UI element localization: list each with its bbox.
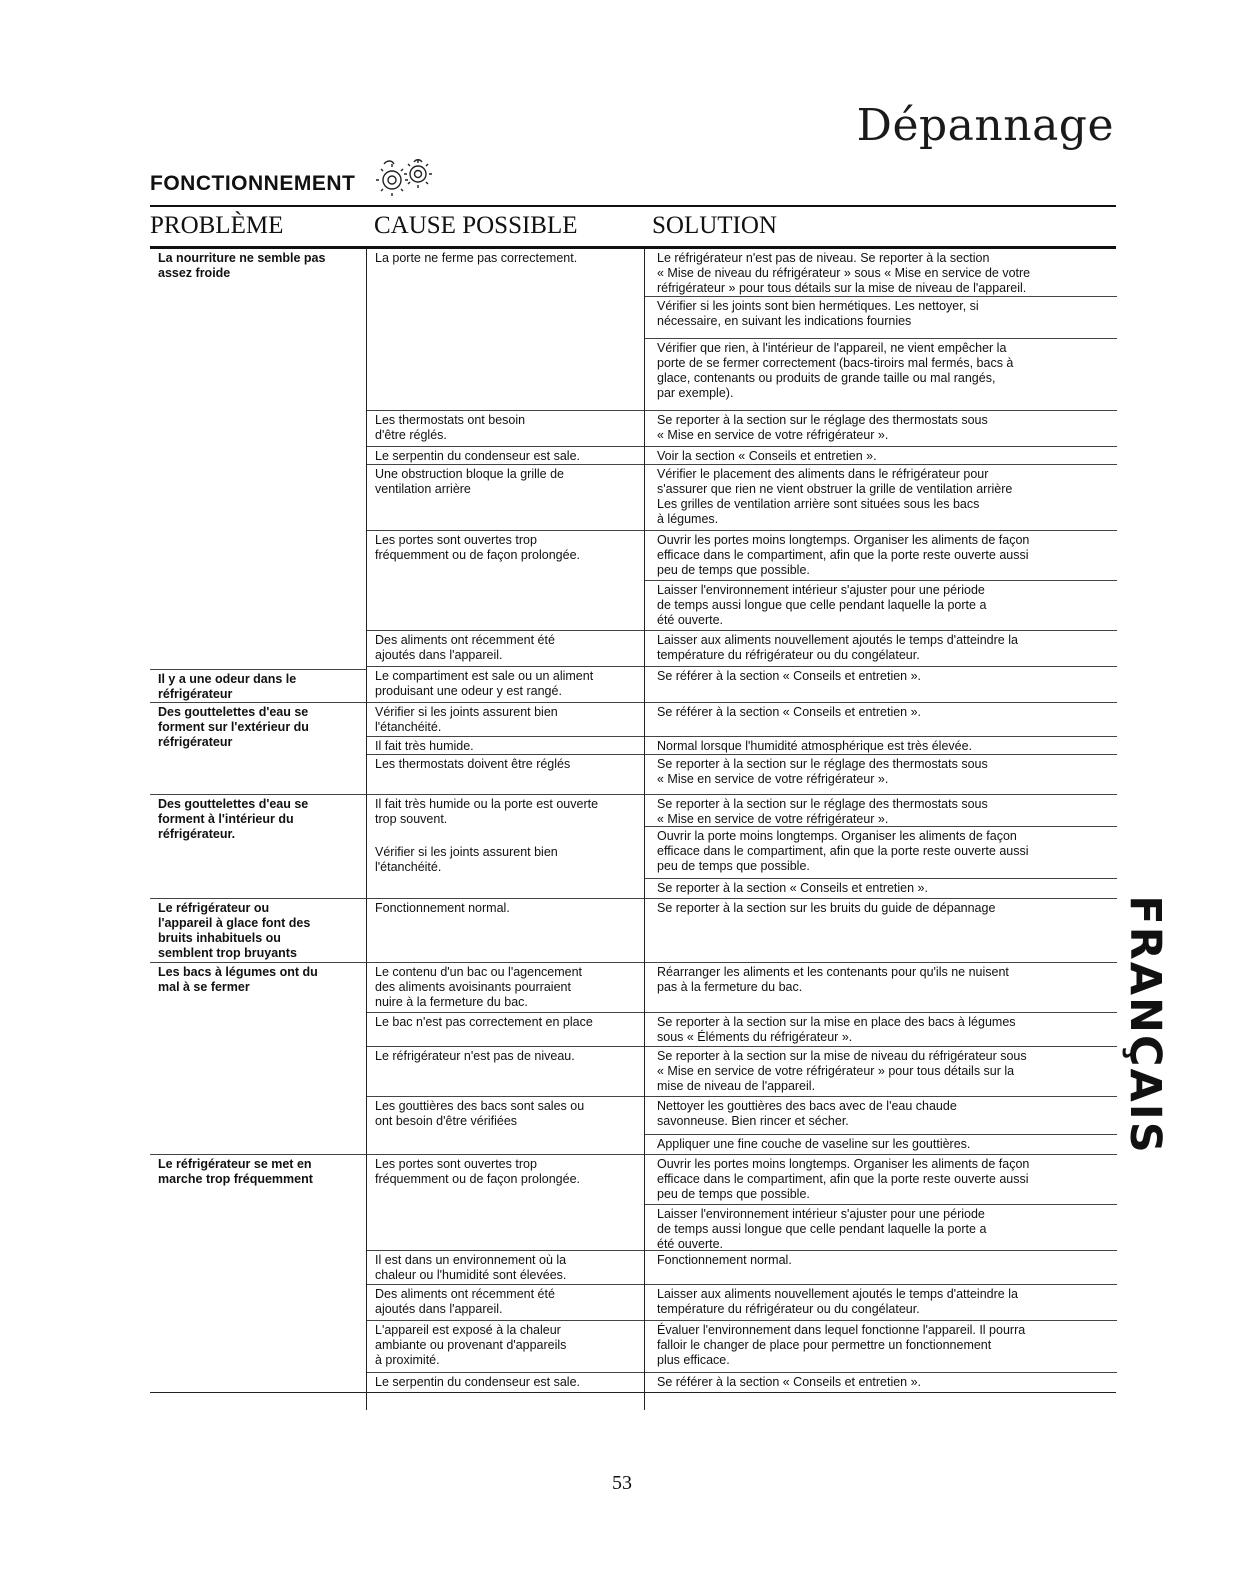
problem-cell: Les bacs à légumes ont du mal à se fermer bbox=[150, 963, 366, 1155]
cause-cell: Les portes sont ouvertes trop fréquemment ou de façon prolongée. bbox=[367, 531, 645, 631]
solution-cell: Laisser l'environnement intérieur s'ajuster pour une période de temps aussi longue que celle pendant laquelle la porte a été ouverte. bbox=[645, 1205, 1117, 1251]
gears-icon bbox=[370, 158, 444, 198]
cause-column bbox=[366, 249, 645, 1410]
solution-cell: Se reporter à la section sur la mise de niveau du réfrigérateur sous « Mise en service de votre réfrigérateur » pour tous détails sur la mise de niveau de l'appareil. bbox=[645, 1047, 1117, 1097]
bottom-rule bbox=[150, 1392, 1116, 1393]
cause-cell: Des aliments ont récemment été ajoutés dans l'appareil. bbox=[367, 1285, 645, 1321]
solution-cell: Évaluer l'environnement dans lequel fonctionne l'appareil. Il pourra falloir le changer de place pour permettre un fonctionnement plus efficace. bbox=[645, 1321, 1117, 1373]
solution-cell: Laisser aux aliments nouvellement ajoutés le temps d'atteindre la température du réfrigérateur ou du congélateur. bbox=[645, 631, 1117, 667]
cause-cell: Les gouttières des bacs sont sales ou ont besoin d'être vérifiées bbox=[367, 1097, 645, 1155]
solution-cell: Laisser aux aliments nouvellement ajoutés le temps d'atteindre la température du réfrigérateur ou du congélateur. bbox=[645, 1285, 1117, 1321]
header-solution: SOLUTION bbox=[652, 212, 777, 239]
cause-cell: Le serpentin du condenseur est sale. bbox=[367, 447, 645, 465]
cause-cell: Les portes sont ouvertes trop fréquemment ou de façon prolongée. bbox=[367, 1155, 645, 1251]
cause-cell: Le serpentin du condenseur est sale. bbox=[375, 1375, 580, 1389]
solution-cell: Se référer à la section « Conseils et entretien ». bbox=[645, 667, 1117, 703]
solution-cell: Se reporter à la section sur le réglage des thermostats sous « Mise en service de votre réfrigérateur ». bbox=[645, 411, 1117, 447]
solution-cell: Réarranger les aliments et les contenants pour qu'ils ne nuisent pas à la fermeture du bac. bbox=[645, 963, 1117, 1013]
cause-cell: Vérifier si les joints assurent bien l'étanchéité. bbox=[367, 837, 645, 899]
problem-cell: Des gouttelettes d'eau se forment à l'intérieur du réfrigérateur. bbox=[150, 795, 366, 899]
solution-cell: Appliquer une fine couche de vaseline sur les gouttières. bbox=[645, 1135, 1117, 1155]
solution-cell: Laisser l'environnement intérieur s'ajuster pour une période de temps aussi longue que celle pendant laquelle la porte a été ouverte. bbox=[645, 581, 1117, 631]
top-rule bbox=[150, 205, 1116, 207]
solution-cell: Ouvrir les portes moins longtemps. Organiser les aliments de façon efficace dans le compartiment, afin que la porte reste ouverte aussi peu de temps que possible. bbox=[645, 531, 1117, 581]
cause-cell: Les thermostats doivent être réglés bbox=[367, 755, 645, 795]
solution-cell: Normal lorsque l'humidité atmosphérique est très élevée. bbox=[645, 737, 1117, 755]
language-label: FRANÇAIS bbox=[1120, 895, 1170, 1155]
problem-cell: Le réfrigérateur se met en marche trop fréquemment bbox=[158, 1157, 313, 1186]
section-title: FONCTIONNEMENT bbox=[150, 172, 356, 195]
problem-cell: La nourriture ne semble pas assez froide bbox=[158, 251, 326, 280]
solution-cell: Vérifier que rien, à l'intérieur de l'appareil, ne vient empêcher la porte de se fermer correctement (bacs-tiroirs mal fermés, bacs à glace, contenants ou produits de grande taille ou mal rangés, par exemple). bbox=[645, 339, 1117, 411]
solution-cell: Nettoyer les gouttières des bacs avec de l'eau chaude savonneuse. Bien rincer et sécher. bbox=[645, 1097, 1117, 1135]
solution-cell: Se référer à la section « Conseils et entretien ». bbox=[657, 1375, 922, 1389]
cause-cell: La porte ne ferme pas correctement. bbox=[367, 249, 645, 411]
problem-cell: Il y a une odeur dans le réfrigérateur bbox=[150, 669, 366, 703]
cause-cell: Le réfrigérateur n'est pas de niveau. bbox=[367, 1047, 645, 1097]
page-number: 53 bbox=[612, 1472, 632, 1494]
solution-column bbox=[644, 249, 1117, 1410]
cause-cell: Le contenu d'un bac ou l'agencement des aliments avoisinants pourraient nuire à la fermeture du bac. bbox=[367, 963, 645, 1013]
cause-cell: Fonctionnement normal. bbox=[367, 899, 645, 963]
problem-cell: Le réfrigérateur ou l'appareil à glace font des bruits inhabituels ou semblent trop bruyants bbox=[150, 899, 366, 963]
solution-cell: Voir la section « Conseils et entretien ». bbox=[645, 447, 1117, 465]
cause-cell: Une obstruction bloque la grille de ventilation arrière bbox=[367, 465, 645, 531]
solution-cell: Se reporter à la section sur le réglage des thermostats sous « Mise en service de votre réfrigérateur ». bbox=[645, 755, 1117, 795]
solution-cell: Se reporter à la section « Conseils et entretien ». bbox=[645, 879, 1117, 899]
language-tab bbox=[1120, 895, 1170, 1155]
solution-cell: Vérifier si les joints sont bien hermétiques. Les nettoyer, si nécessaire, en suivant les indications fournies bbox=[645, 297, 1117, 339]
cause-cell: Le bac n'est pas correctement en place bbox=[367, 1013, 645, 1047]
cause-cell: Les thermostats ont besoin d'être réglés. bbox=[367, 411, 645, 447]
solution-cell: Vérifier le placement des aliments dans le réfrigérateur pour s'assurer que rien ne vient obstruer la grille de ventilation arrière Les grilles de ventilation arrière sont situées sous les bacs à légumes. bbox=[645, 465, 1117, 531]
solution-cell: Se reporter à la section sur les bruits du guide de dépannage bbox=[645, 899, 1117, 963]
solution-cell: Se référer à la section « Conseils et entretien ». bbox=[645, 703, 1117, 737]
cause-cell: Le compartiment est sale ou un aliment produisant une odeur y est rangé. bbox=[367, 667, 645, 703]
page-title: Dépannage bbox=[856, 100, 1114, 151]
problem-cell: Des gouttelettes d'eau se forment sur l'extérieur du réfrigérateur bbox=[150, 703, 366, 795]
cause-cell: Des aliments ont récemment été ajoutés dans l'appareil. bbox=[367, 631, 645, 667]
solution-cell: Se reporter à la section sur le réglage des thermostats sous « Mise en service de votre réfrigérateur ». bbox=[645, 795, 1117, 827]
cause-cell: Il fait très humide ou la porte est ouverte trop souvent. bbox=[375, 797, 599, 826]
solution-cell: Le réfrigérateur n'est pas de niveau. Se reporter à la section « Mise de niveau du réfrigérateur » sous « Mise en service de votre réfrigérateur » pour tous détails sur la mise de niveau de l'appareil. bbox=[645, 249, 1117, 297]
cause-cell: Il fait très humide. bbox=[367, 737, 645, 755]
header-problem: PROBLÈME bbox=[150, 212, 284, 239]
solution-cell: Ouvrir la porte moins longtemps. Organiser les aliments de façon efficace dans le compartiment, afin que la porte reste ouverte aussi peu de temps que possible. bbox=[645, 827, 1117, 879]
cause-cell: L'appareil est exposé à la chaleur ambiante ou provenant d'appareils à proximité. bbox=[367, 1321, 645, 1373]
header-cause: CAUSE POSSIBLE bbox=[374, 212, 578, 239]
cause-cell: Vérifier si les joints assurent bien l'étanchéité. bbox=[367, 703, 645, 737]
cause-cell: Il est dans un environnement où la chaleur ou l'humidité sont élevées. bbox=[367, 1251, 645, 1285]
solution-cell: Se reporter à la section sur la mise en place des bacs à légumes sous « Éléments du réfrigérateur ». bbox=[645, 1013, 1117, 1047]
solution-cell: Fonctionnement normal. bbox=[645, 1251, 1117, 1285]
solution-cell: Ouvrir les portes moins longtemps. Organiser les aliments de façon efficace dans le compartiment, afin que la porte reste ouverte aussi peu de temps que possible. bbox=[645, 1155, 1117, 1205]
